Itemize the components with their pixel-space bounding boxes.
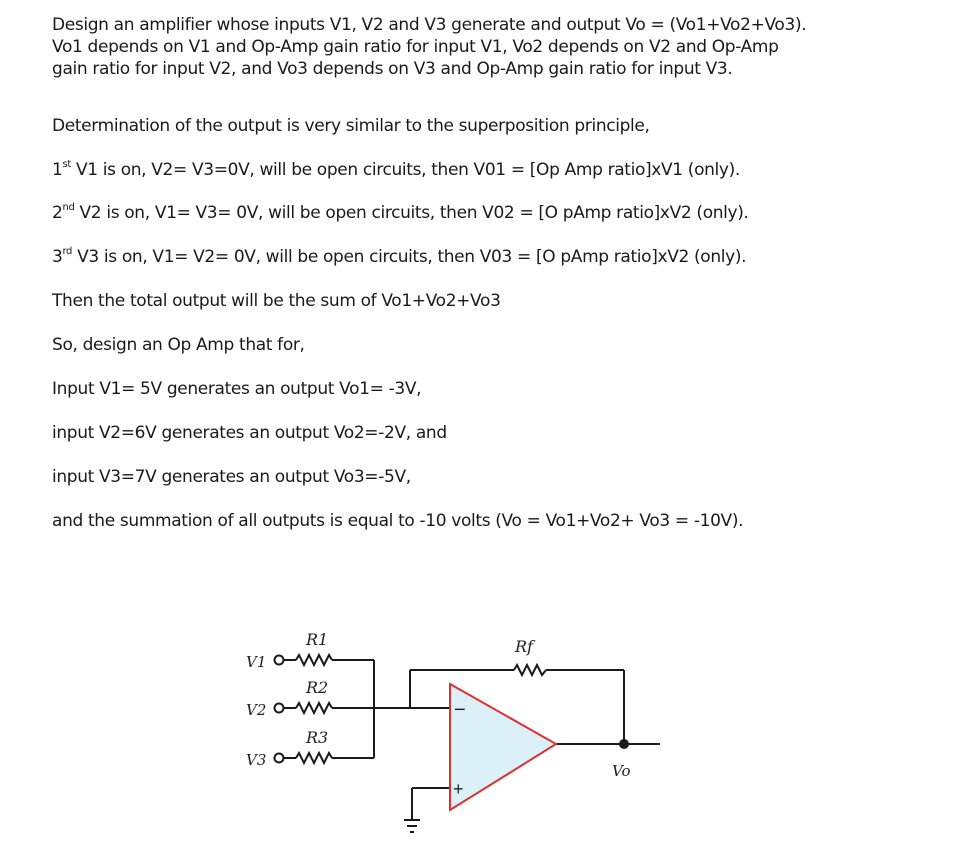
label-v2: V2	[246, 701, 267, 719]
label-r2: R2	[306, 678, 329, 697]
terminal-v3	[275, 754, 284, 763]
requirement-3: input V3=7V generates an output Vo3=-5V,	[52, 467, 411, 487]
requirement-1: Input V1= 5V generates an output Vo1= -3V,	[52, 379, 422, 399]
intro-line-2: Vo1 depends on V1 and Op-Amp gain ratio for input V1, Vo2 depends on V2 and Op-Amp	[52, 37, 779, 57]
terminal-v1	[275, 656, 284, 665]
intro-line-1: Design an amplifier whose inputs V1, V2 and V3 generate and output Vo = (Vo1+Vo2+Vo3).	[52, 15, 807, 35]
resistor-r1	[296, 655, 332, 665]
summation-paragraph: and the summation of all outputs is equal to -10 volts (Vo = Vo1+Vo2+ Vo3 = -10V).	[52, 511, 744, 531]
resistor-r3	[296, 753, 332, 763]
step-1: 1st V1 is on, V2= V3=0V, will be open circuits, then V01 = [Op Amp ratio]xV1 (only).	[52, 159, 740, 180]
op-amp-triangle	[450, 684, 556, 810]
superposition-paragraph: Determination of the output is very similar to the superposition principle,	[52, 116, 650, 136]
resistor-r2	[296, 703, 332, 713]
terminal-v2	[275, 704, 284, 713]
label-r3: R3	[306, 728, 329, 747]
minus-sign: −	[454, 699, 466, 721]
label-rf: Rf	[515, 637, 533, 656]
requirement-2: input V2=6V generates an output Vo2=-2V, and	[52, 423, 447, 443]
total-paragraph: Then the total output will be the sum of Vo1+Vo2+Vo3	[52, 291, 501, 311]
resistor-rf	[514, 665, 546, 675]
design-paragraph: So, design an Op Amp that for,	[52, 335, 305, 355]
step-2: 2nd V2 is on, V1= V3= 0V, will be open circuits, then V02 = [O pAmp ratio]xV2 (only).	[52, 202, 749, 223]
label-v3: V3	[246, 751, 267, 769]
intro-line-3: gain ratio for input V2, and Vo3 depends on V3 and Op-Amp gain ratio for input V3.	[52, 59, 733, 79]
step-3: 3rd V3 is on, V1= V2= 0V, will be open circuits, then V03 = [O pAmp ratio]xV2 (only).	[52, 246, 747, 267]
label-r1: R1	[306, 630, 329, 649]
plus-sign: +	[453, 779, 464, 799]
output-node	[619, 739, 629, 749]
label-vo: Vo	[612, 762, 631, 780]
label-v1: V1	[246, 653, 267, 671]
